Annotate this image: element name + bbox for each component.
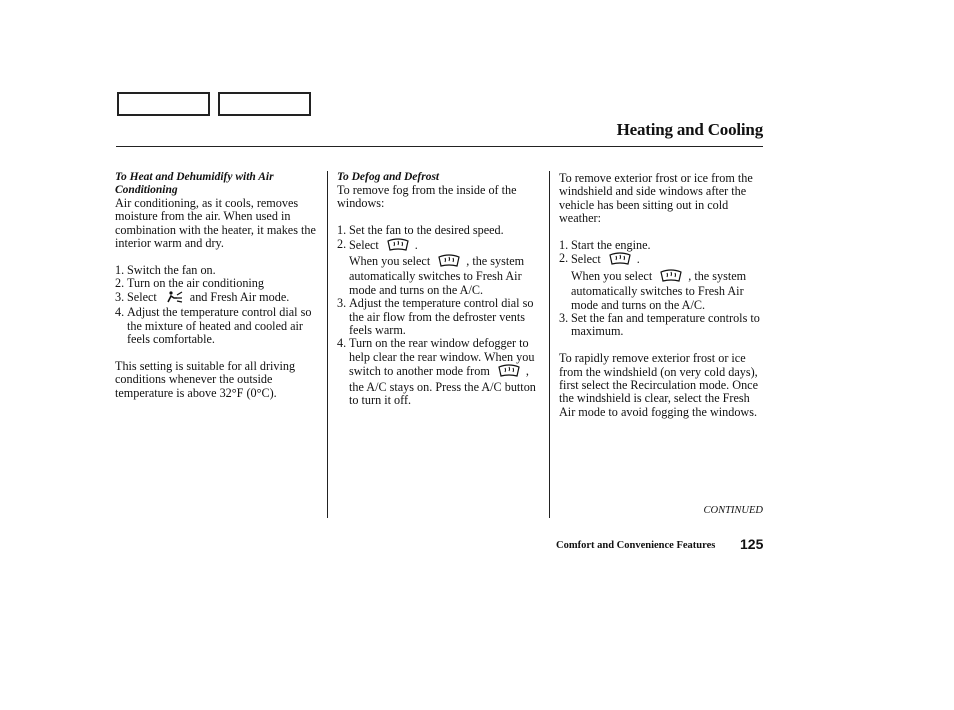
col3-step-3: 3. Set the fan and temperature controls to maximum. (559, 311, 760, 339)
col2-heading: To Defog and Defrost (337, 171, 440, 183)
page-title: Heating and Cooling (616, 120, 763, 139)
nav-box-1[interactable] (117, 92, 210, 116)
col1-step-4: 4. Adjust the temperature control dial so the mixture of heated and cooled air feels comfortable. (115, 305, 312, 347)
windshield-defrost-icon (498, 364, 520, 380)
nav-box-2[interactable] (218, 92, 311, 116)
col2-step-3: 3. Adjust the temperature control dial so the air flow from the defroster vents feels warm. (337, 296, 534, 338)
col2-step-1: 1. Set the fan to the desired speed. (337, 223, 504, 238)
col1-heading: To Heat and Dehumidify with Air Conditioning (115, 171, 274, 196)
column-1 (115, 171, 320, 400)
col2-intro: To remove fog from the inside of the windows: (337, 183, 517, 211)
windshield-defrost-icon (660, 269, 682, 285)
header-rule (116, 146, 763, 147)
col3-step-2: 2. Select . When you select , the system automatically switches to Fresh Air mode and turns on the A/C. (559, 251, 747, 312)
continued-label: CONTINUED (703, 505, 763, 516)
column-divider-2 (549, 171, 550, 518)
floor-and-face-vent-icon (165, 291, 184, 306)
page-number: 125 (740, 536, 764, 552)
col1-step-3: 3. Select and Fresh Air mode. (115, 291, 320, 306)
col3-note: To rapidly remove exterior frost or ice from the windshield (on very cold days), first select the Recirculation mode. Once the windshield is clear, select the Fresh Air mode to avoid fogging the windows. (559, 351, 758, 419)
col2-step-4: 4. Turn on the rear window defogger to help clear the rear window. When you switch to another mode from , the A/C stays on. Press the A/C button to turn it off. (337, 336, 536, 408)
windshield-defrost-icon (438, 254, 460, 270)
windshield-defrost-icon (609, 252, 631, 268)
col3-intro: To remove exterior frost or ice from the windshield and side windows after the vehicle has been sitting out in cold weather: (559, 171, 753, 226)
col1-step-1: 1. Switch the fan on. (115, 263, 216, 278)
windshield-defrost-icon (387, 238, 409, 254)
column-divider-1 (327, 171, 328, 518)
column-3 (559, 171, 765, 419)
col1-step-2: 2. Turn on the air conditioning (115, 276, 264, 291)
col1-intro: Air conditioning, as it cools, removes moisture from the air. When used in combination with the heater, it makes the interior warm and dry. (115, 196, 316, 251)
footer-section: Comfort and Convenience Features (556, 540, 716, 551)
col3-step-1: 1. Start the engine. (559, 238, 651, 253)
col2-step-2: 2. Select . When you select , the system automatically switches to Fresh Air mode and turns on the A/C. (337, 236, 525, 297)
column-2 (337, 171, 543, 407)
col1-note: This setting is suitable for all driving conditions whenever the outside temperature is above 32°F (0°C). (115, 358, 296, 400)
